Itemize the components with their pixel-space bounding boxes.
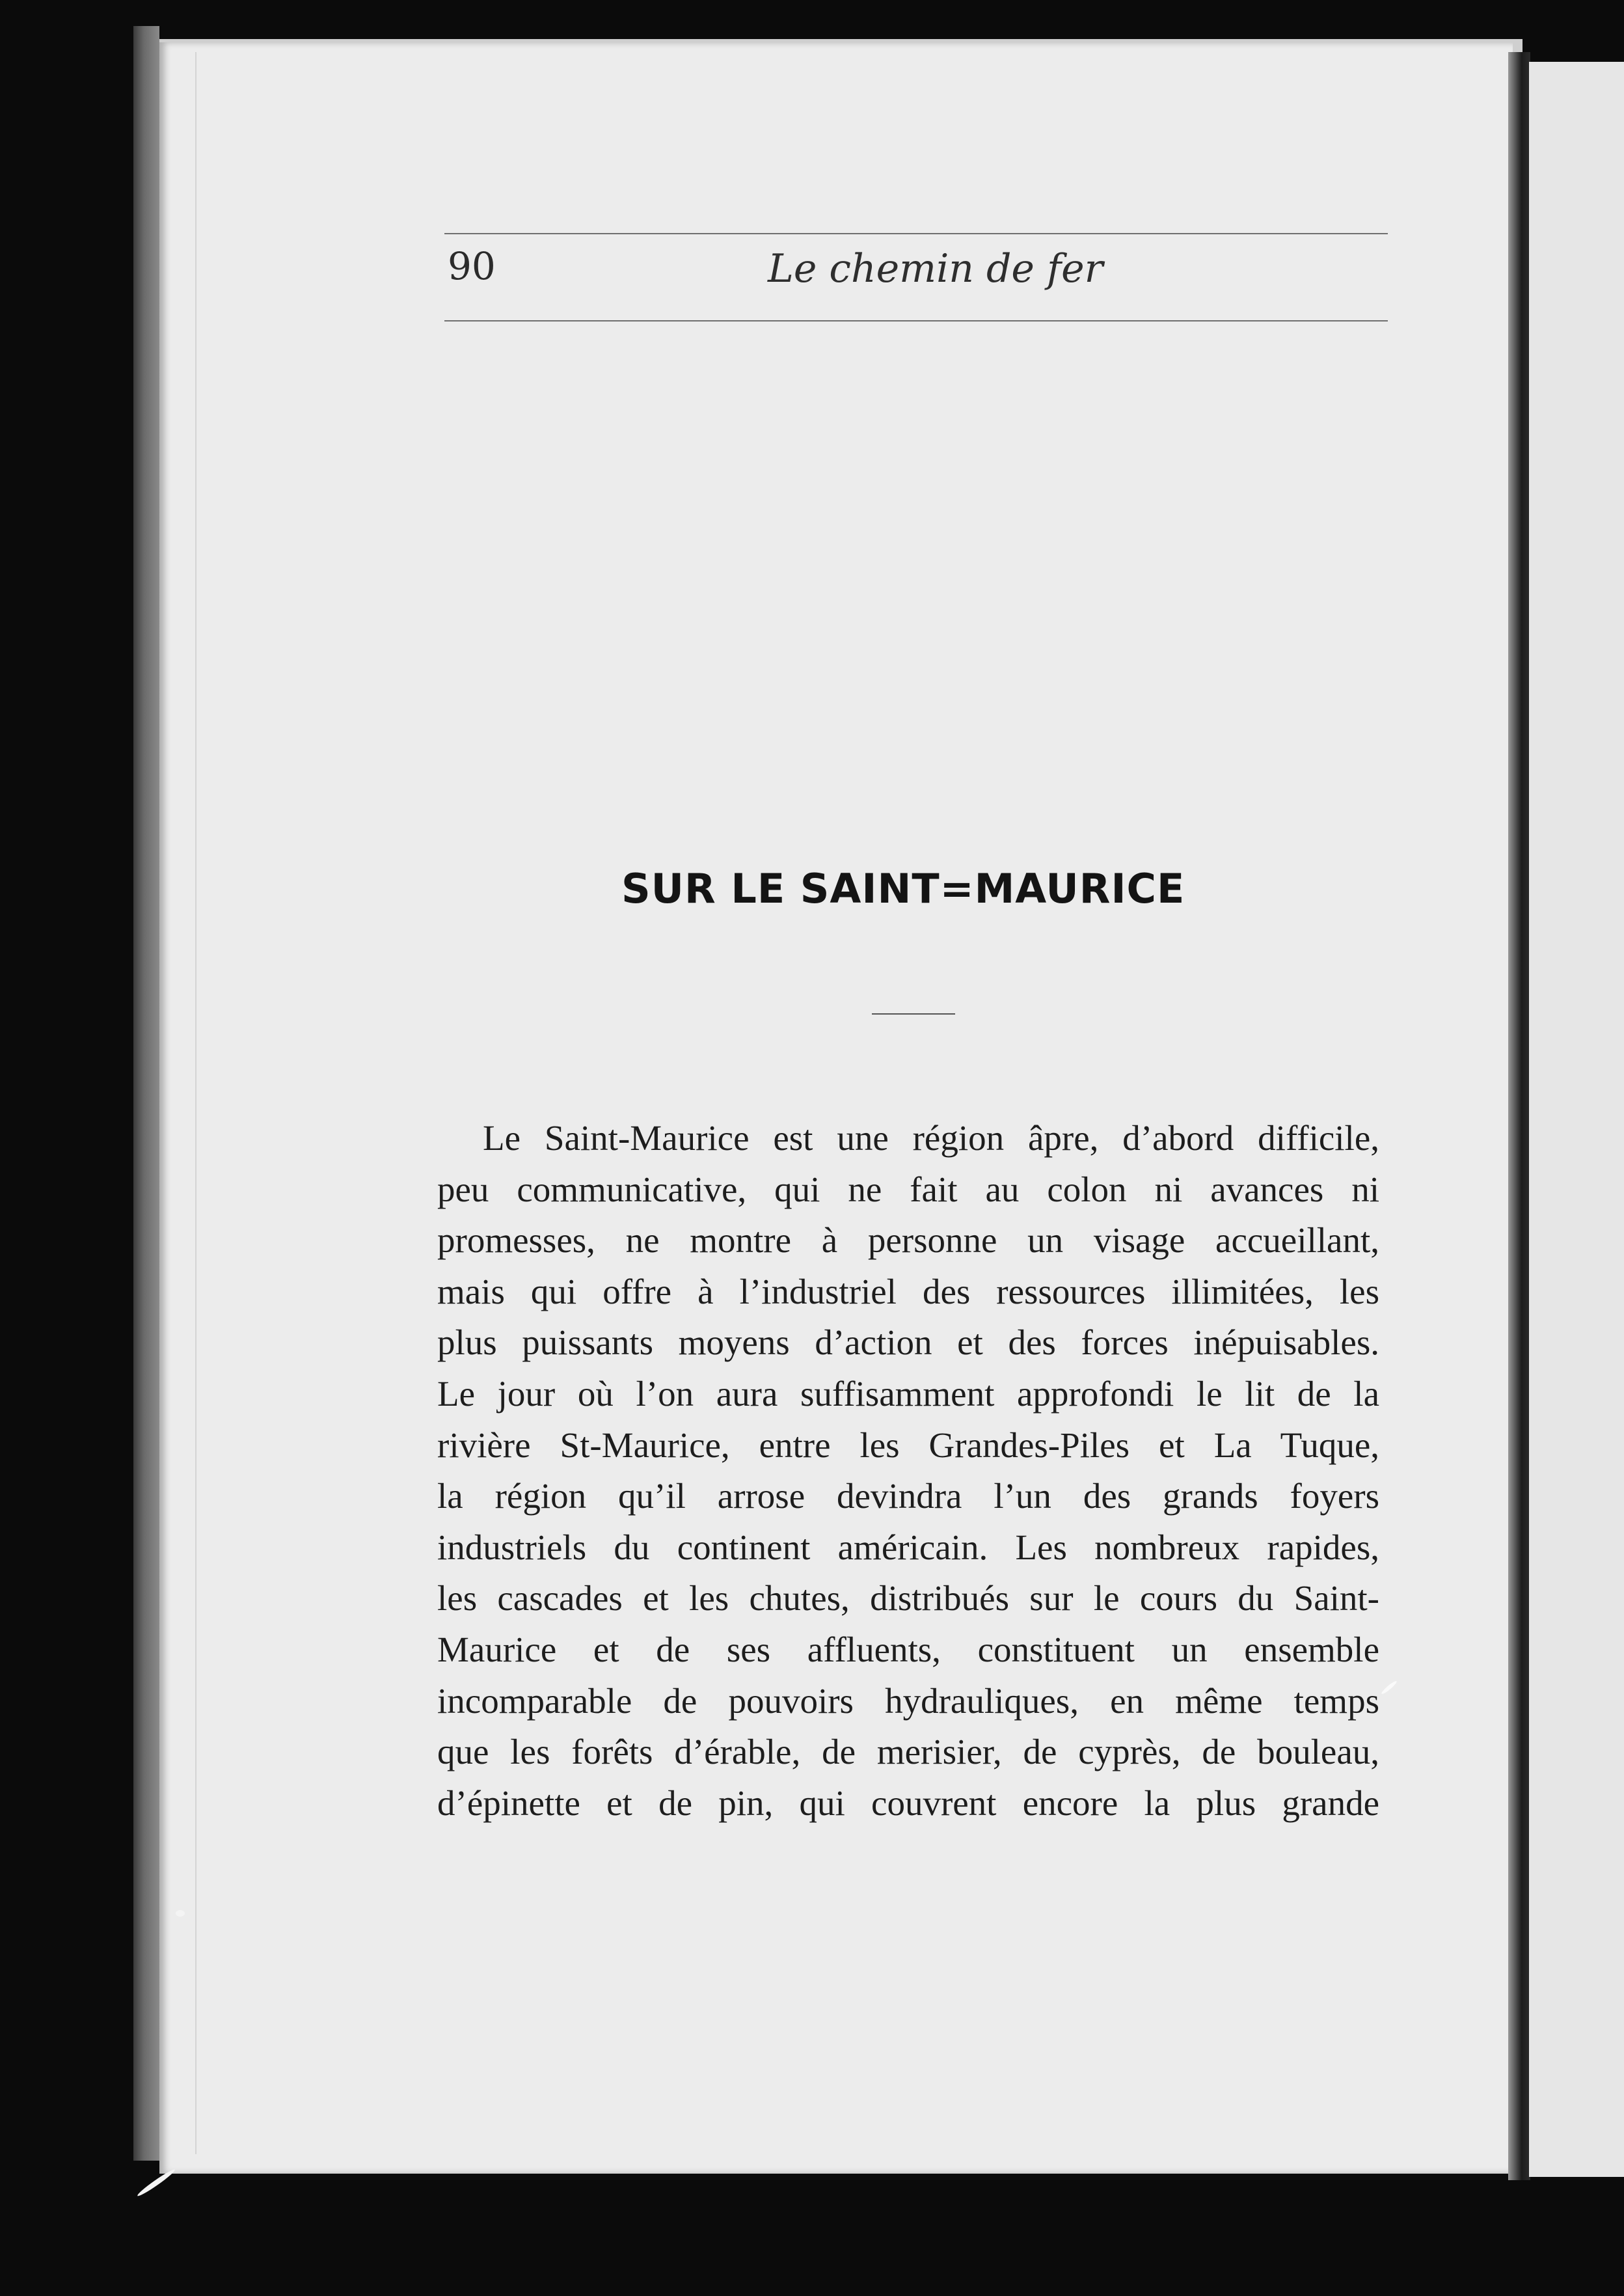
- text-line: que les forêts d’érable, de merisier, de cyprès, de bouleau,: [437, 1732, 1379, 1772]
- scan-speck: [176, 1910, 185, 1917]
- text-line: promesses, ne montre à personne un visage accueillant,: [437, 1220, 1379, 1261]
- text-line: les cascades et les chutes, distribués sur le cours du Saint-: [437, 1578, 1379, 1619]
- left-page: [159, 42, 1513, 2174]
- text-line: peu communicative, qui ne fait au colon ni avances ni: [437, 1169, 1379, 1209]
- book-binding-edge: [133, 26, 159, 2161]
- running-title: Le chemin de fer: [768, 246, 1103, 292]
- chapter-title: SUR LE SAINT=MAURICE: [621, 865, 1185, 912]
- page-edge-line: [195, 52, 196, 2154]
- title-divider: [872, 1013, 955, 1015]
- header-rule-top: [444, 233, 1388, 234]
- header-rule-bottom: [444, 320, 1388, 321]
- text-line: industriels du continent américain. Les nombreux rapides,: [437, 1527, 1379, 1567]
- text-line: Le jour où l’on aura suffisamment approfondi le lit de la: [437, 1373, 1379, 1414]
- text-line: incomparable de pouvoirs hydrauliques, en même temps: [437, 1680, 1379, 1721]
- text-line: d’épinette et de pin, qui couvrent encore la plus grande: [437, 1783, 1379, 1823]
- text-line: Le Saint-Maurice est une région âpre, d’abord difficile,: [483, 1118, 1379, 1158]
- book-gutter: [1508, 52, 1530, 2180]
- text-line: rivière St-Maurice, entre les Grandes-Piles et La Tuque,: [437, 1425, 1379, 1465]
- scan-speck: [136, 2168, 176, 2198]
- text-line: Maurice et de ses affluents, constituent un ensemble: [437, 1629, 1379, 1669]
- right-page-fragment: [1529, 62, 1624, 2177]
- page-number: 90: [448, 244, 496, 288]
- text-line: la région qu’il arrose devindra l’un des grands foyers: [437, 1476, 1379, 1516]
- text-line: plus puissants moyens d’action et des forces inépuisables.: [437, 1322, 1379, 1363]
- text-line: mais qui offre à l’industriel des ressources illimitées, les: [437, 1271, 1379, 1311]
- body-paragraph: [437, 1113, 1379, 1829]
